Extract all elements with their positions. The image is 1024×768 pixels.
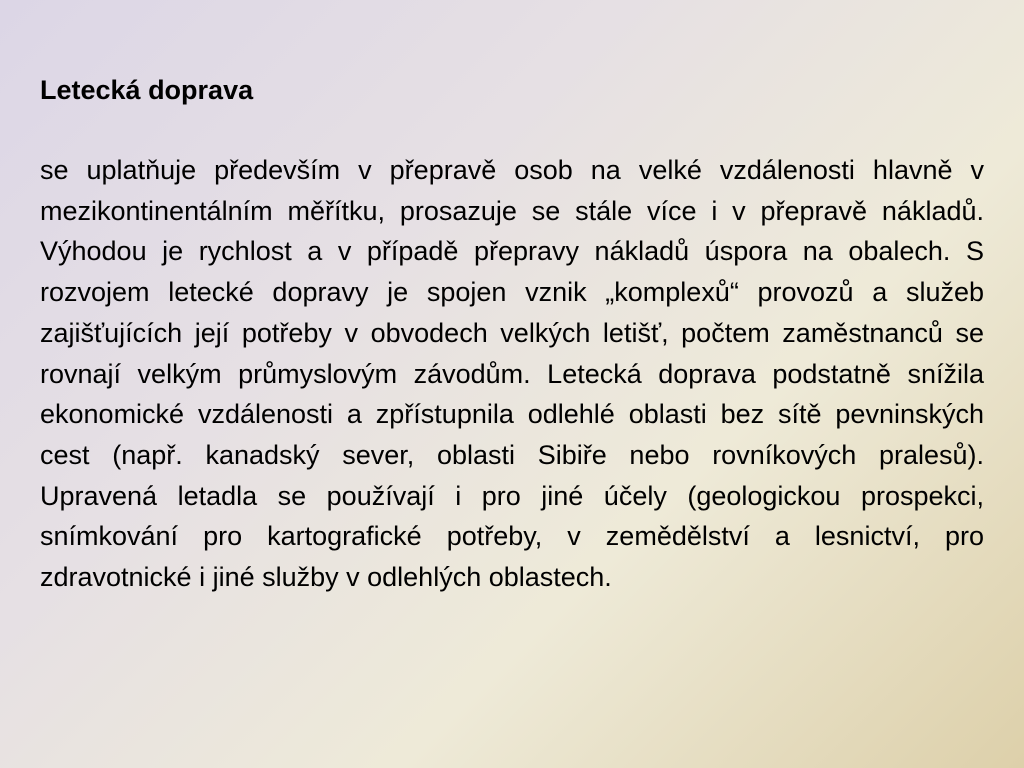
slide-content — [40, 70, 984, 598]
slide-title: Letecká doprava — [40, 75, 254, 105]
slide-body-text: se uplatňuje především v přepravě osob na velké vzdálenosti hlavně v mezikontinentálním měřítku, prosazuje se stále více i v přepravě nákladů. Výhodou je rychlost a v případě přepravy nákladů úspora na obalech. S rozvojem letecké dopravy je spojen vznik „komplexů“ provozů a služeb zajišťujících její potřeby v obvodech velkých letišť, počtem zaměstnanců se rovnají velkým průmyslovým závodům. Letecká doprava podstatně snížila ekonomické vzdálenosti a zpřístupnila odlehlé oblasti bez sítě pevninských cest (např. kanadský sever, oblasti Sibiře nebo rovníkových pralesů). Upravená letadla se používají i pro jiné účely (geologickou prospekci, snímkování pro kartografické potřeby, v zemědělství a lesnictví, pro zdravotnické i jiné služby v odlehlých oblastech. — [40, 155, 984, 593]
